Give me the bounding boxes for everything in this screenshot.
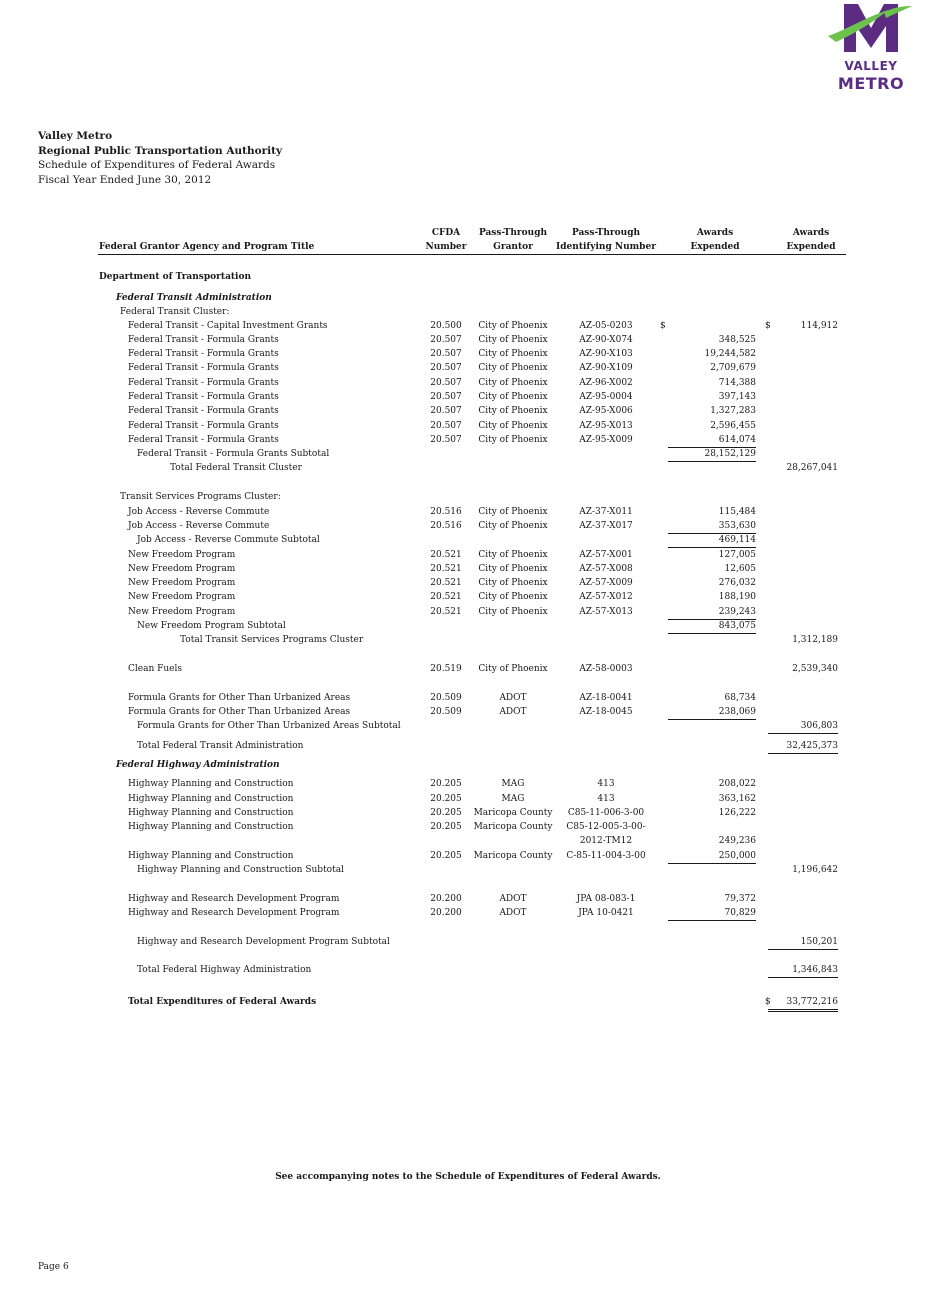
cfda-number: 20.507 [430,363,462,373]
awards-expended-col1: 127,005 [718,550,756,560]
table-row [0,533,936,547]
awards-expended-col1: 2,596,455 [710,421,756,431]
table-row [0,291,936,305]
table-row [0,419,936,433]
awards-expended-col2: 306,803 [768,719,838,734]
table-row [0,820,936,846]
logo-text-metro: METRO [837,74,905,93]
row-title: Formula Grants for Other Than Urbanized Areas Subtotal [137,721,401,731]
cfda-number: 20.507 [430,406,462,416]
row-title: Formula Grants for Other Than Urbanized Areas [128,707,351,717]
pass-through-grantor: City of Phoenix [478,378,548,388]
row-title: New Freedom Program [128,550,236,560]
cfda-number: 20.200 [430,894,462,904]
row-title: Federal Transit - Formula Grants Subtotal [137,449,330,459]
pass-through-identifier: AZ-57-X008 [579,564,633,574]
awards-expended-col2: 32,425,373 [768,739,838,754]
awards-expended-col1: 70,829 [668,906,756,921]
awards-expended-col1: 28,152,129 [668,447,756,462]
pass-through-grantor: Maricopa County [473,822,553,832]
awards-expended-col1: 115,484 [718,507,756,517]
row-title: Highway Planning and Construction [128,779,294,789]
table-row [0,548,936,562]
fiscal-period: Fiscal Year Ended June 30, 2012 [38,173,212,186]
table-row [0,319,936,333]
pass-through-grantor: MAG [501,779,525,789]
col-header-cfda-bottom: Number [425,242,467,252]
table-row [0,590,936,604]
pass-through-identifier: 413 [597,794,615,804]
row-title: New Freedom Program [128,564,236,574]
row-title: Job Access - Reverse Commute Subtotal [137,535,320,545]
row-title: Federal Transit - Formula Grants [128,392,279,402]
row-title: Federal Transit - Formula Grants [128,378,279,388]
row-title: Total Federal Highway Administration [137,965,312,975]
table-row [0,490,936,504]
awards-expended-col1: 469,114 [668,533,756,548]
valley-metro-mark-icon [826,2,916,60]
pass-through-grantor: City of Phoenix [478,550,548,560]
row-title: Total Expenditures of Federal Awards [128,997,317,1007]
table-row [0,792,936,806]
awards-expended-col1: 614,074 [668,433,756,448]
pass-through-identifier-line2: 2012-TM12 [579,836,633,846]
cfda-number: 20.507 [430,435,462,445]
table-row [0,662,936,676]
dollar-sign: $ [765,321,771,331]
awards-expended-col1: 353,630 [668,519,756,534]
awards-expended-col1: 2,709,679 [710,363,756,373]
awards-expended-col1: 239,243 [668,605,756,620]
table-row [0,576,936,590]
pass-through-identifier: AZ-57-X013 [579,607,633,617]
logo-text-valley: VALLEY [844,59,898,73]
pass-through-identifier: AZ-58-0003 [579,664,633,674]
cfda-number: 20.521 [430,578,462,588]
pass-through-identifier: AZ-90-X109 [579,363,633,373]
pass-through-identifier: JPA 10-0421 [578,908,634,918]
table-row [0,892,936,906]
pass-through-grantor: Maricopa County [473,808,553,818]
pass-through-identifier: AZ-57-X012 [579,592,633,602]
awards-expended-col1: 126,222 [718,808,756,818]
awards-expended-col2: 1,196,642 [792,865,838,875]
awards-expended-col2: 33,772,216 [768,995,838,1012]
table-row [0,849,936,863]
pass-through-identifier: C85-12-005-3-00- [566,822,646,832]
pass-through-identifier: AZ-90-X103 [579,349,633,359]
page-number: Page 6 [38,1262,69,1272]
cfda-number: 20.507 [430,421,462,431]
pass-through-identifier: AZ-90-X074 [579,335,633,345]
table-row [0,447,936,461]
cfda-number: 20.509 [430,707,462,717]
pass-through-identifier: AZ-95-0004 [579,392,633,402]
pass-through-identifier: 413 [597,779,615,789]
row-title: Federal Transit - Formula Grants [128,435,279,445]
table-row [0,361,936,375]
table-row [0,758,936,772]
row-title: Transit Services Programs Cluster: [120,492,281,502]
pass-through-identifier: AZ-18-0041 [579,693,633,703]
row-title: Federal Transit - Formula Grants [128,349,279,359]
row-title: New Freedom Program [128,607,236,617]
table-row [0,995,936,1009]
table-row [0,963,936,977]
row-title: Highway and Research Development Program [128,894,340,904]
row-title: Highway Planning and Construction [128,822,294,832]
awards-expended-col2: 1,346,843 [768,963,838,978]
cfda-number: 20.507 [430,392,462,402]
footer-note: See accompanying notes to the Schedule of Expenditures of Federal Awards. [275,1172,661,1182]
awards-expended-col1: 188,190 [718,592,756,602]
pass-through-identifier: AZ-05-0203 [579,321,633,331]
pass-through-grantor: ADOT [499,693,527,703]
awards-expended-col2: 150,201 [768,935,838,950]
pass-through-grantor: City of Phoenix [478,435,548,445]
row-title: Formula Grants for Other Than Urbanized Areas [128,693,351,703]
pass-through-identifier: AZ-95-X013 [579,421,633,431]
cfda-number: 20.521 [430,607,462,617]
row-title: Total Transit Services Programs Cluster [180,635,364,645]
row-title: Clean Fuels [128,664,182,674]
row-title: Federal Transit - Formula Grants [128,335,279,345]
row-title: Highway and Research Development Program Subtotal [137,937,390,947]
table-row [0,719,936,733]
row-title: Job Access - Reverse Commute [128,507,270,517]
table-row [0,705,936,719]
pass-through-identifier: AZ-18-0045 [579,707,633,717]
awards-expended-col1: 714,388 [718,378,756,388]
cfda-number: 20.519 [430,664,462,674]
table-row [0,906,936,920]
awards-expended-col1: 68,734 [724,693,756,703]
table-row [0,404,936,418]
cfda-number: 20.200 [430,908,462,918]
report-header [38,129,282,187]
pass-through-grantor: City of Phoenix [478,578,548,588]
table-row [0,619,936,633]
col-header-exp1-bottom: Expended [690,242,740,252]
table-row [0,562,936,576]
cfda-number: 20.521 [430,564,462,574]
table-row [0,605,936,619]
row-title: New Freedom Program [128,578,236,588]
awards-expended-col2: 1,312,189 [792,635,838,645]
row-title: Highway and Research Development Program [128,908,340,918]
table-row [0,691,936,705]
cfda-number: 20.205 [430,851,462,861]
col-header-ident-top: Pass-Through [571,228,641,238]
pass-through-identifier: AZ-57-X001 [579,550,633,560]
cfda-number: 20.500 [430,321,462,331]
pass-through-grantor: City of Phoenix [478,349,548,359]
table-row [0,333,936,347]
table-row [0,739,936,753]
pass-through-grantor: City of Phoenix [478,664,548,674]
row-title: Highway Planning and Construction Subtotal [137,865,344,875]
row-title: Federal Transit Cluster: [120,307,230,317]
cfda-number: 20.507 [430,335,462,345]
awards-expended-col1: 397,143 [718,392,756,402]
table-row [0,935,936,949]
awards-expended-col2: 114,912 [800,321,838,331]
table-row [0,376,936,390]
awards-expended-col1: 238,069 [668,705,756,720]
row-title: Federal Transit - Formula Grants [128,363,279,373]
pass-through-grantor: City of Phoenix [478,335,548,345]
pass-through-grantor: ADOT [499,894,527,904]
awards-expended-col1: 79,372 [724,894,756,904]
pass-through-grantor: City of Phoenix [478,607,548,617]
dollar-sign: $ [765,997,771,1007]
table-row [0,433,936,447]
table-row [0,633,936,647]
pass-through-identifier: C-85-11-004-3-00 [566,851,646,861]
cfda-number: 20.205 [430,779,462,789]
row-title: Federal Transit - Formula Grants [128,406,279,416]
cfda-number: 20.507 [430,349,462,359]
row-title: Federal Transit - Capital Investment Grants [128,321,328,331]
row-title: Highway Planning and Construction [128,851,294,861]
awards-expended-col1: 250,000 [668,849,756,864]
table-row [0,270,936,284]
awards-expended-col1: 276,032 [718,578,756,588]
row-title: Federal Highway Administration [116,760,280,770]
table-row [0,347,936,361]
pass-through-grantor: Maricopa County [473,851,553,861]
row-title: New Freedom Program Subtotal [137,621,286,631]
pass-through-grantor: ADOT [499,707,527,717]
pass-through-grantor: City of Phoenix [478,564,548,574]
col-header-grantor-top: Pass-Through [478,228,548,238]
pass-through-grantor: City of Phoenix [478,321,548,331]
pass-through-grantor: ADOT [499,908,527,918]
awards-expended-col1: 1,327,283 [710,406,756,416]
pass-through-identifier: AZ-57-X009 [579,578,633,588]
row-title: Highway Planning and Construction [128,794,294,804]
row-title: Federal Transit - Formula Grants [128,421,279,431]
pass-through-identifier: AZ-95-X006 [579,406,633,416]
cfda-number: 20.521 [430,592,462,602]
pass-through-identifier: AZ-95-X009 [579,435,633,445]
table-row [0,461,936,475]
table-row [0,505,936,519]
col-header-title: Federal Grantor Agency and Program Title [99,242,315,252]
cfda-number: 20.205 [430,822,462,832]
cfda-number: 20.205 [430,808,462,818]
row-title: Total Federal Transit Administration [137,741,304,751]
awards-expended-col1: 843,075 [668,619,756,634]
pass-through-grantor: City of Phoenix [478,406,548,416]
pass-through-grantor: City of Phoenix [478,507,548,517]
awards-expended-col1: 348,525 [718,335,756,345]
pass-through-identifier: C85-11-006-3-00 [567,808,645,818]
pass-through-grantor: MAG [501,794,525,804]
table-row [0,390,936,404]
awards-expended-col2: 2,539,340 [792,664,838,674]
valley-metro-logo [826,2,916,94]
pass-through-identifier: JPA 08-083-1 [576,894,636,904]
col-header-cfda-top: CFDA [431,228,461,238]
row-title: Job Access - Reverse Commute [128,521,270,531]
row-title: New Freedom Program [128,592,236,602]
table-row [0,519,936,533]
awards-expended-col2: 28,267,041 [786,463,838,473]
col-header-exp2-top: Awards [792,228,830,238]
pass-through-identifier: AZ-96-X002 [579,378,633,388]
col-header-ident-bottom: Identifying Number [556,242,656,252]
row-title: Total Federal Transit Cluster [170,463,302,473]
cfda-number: 20.516 [430,507,462,517]
row-title: Highway Planning and Construction [128,808,294,818]
cfda-number: 20.516 [430,521,462,531]
pass-through-grantor: City of Phoenix [478,521,548,531]
col-header-grantor-bottom: Grantor [493,242,533,252]
authority-name: Regional Public Transportation Authority [38,144,283,157]
awards-expended-col1: 363,162 [718,794,756,804]
cfda-number: 20.521 [430,550,462,560]
header-rule [98,254,846,255]
table-row [0,777,936,791]
col-header-exp2-bottom: Expended [786,242,836,252]
org-name: Valley Metro [38,130,113,142]
pass-through-identifier: AZ-37-X017 [579,521,633,531]
awards-expended-col1: 19,244,582 [704,349,756,359]
pass-through-grantor: City of Phoenix [478,363,548,373]
pass-through-grantor: City of Phoenix [478,592,548,602]
table-row [0,863,936,877]
awards-expended-col1: 12,605 [724,564,756,574]
table-row [0,305,936,319]
awards-expended-col1: 249,236 [718,836,756,846]
pass-through-grantor: City of Phoenix [478,421,548,431]
cfda-number: 20.205 [430,794,462,804]
cfda-number: 20.507 [430,378,462,388]
table-row [0,806,936,820]
pass-through-grantor: City of Phoenix [478,392,548,402]
awards-expended-col1: 208,022 [718,779,756,789]
dollar-sign: $ [660,321,666,331]
schedule-title: Schedule of Expenditures of Federal Awards [38,159,276,171]
row-title: Department of Transportation [99,272,252,282]
pass-through-identifier: AZ-37-X011 [579,507,633,517]
cfda-number: 20.509 [430,693,462,703]
row-title: Federal Transit Administration [116,293,272,303]
col-header-exp1-top: Awards [696,228,734,238]
